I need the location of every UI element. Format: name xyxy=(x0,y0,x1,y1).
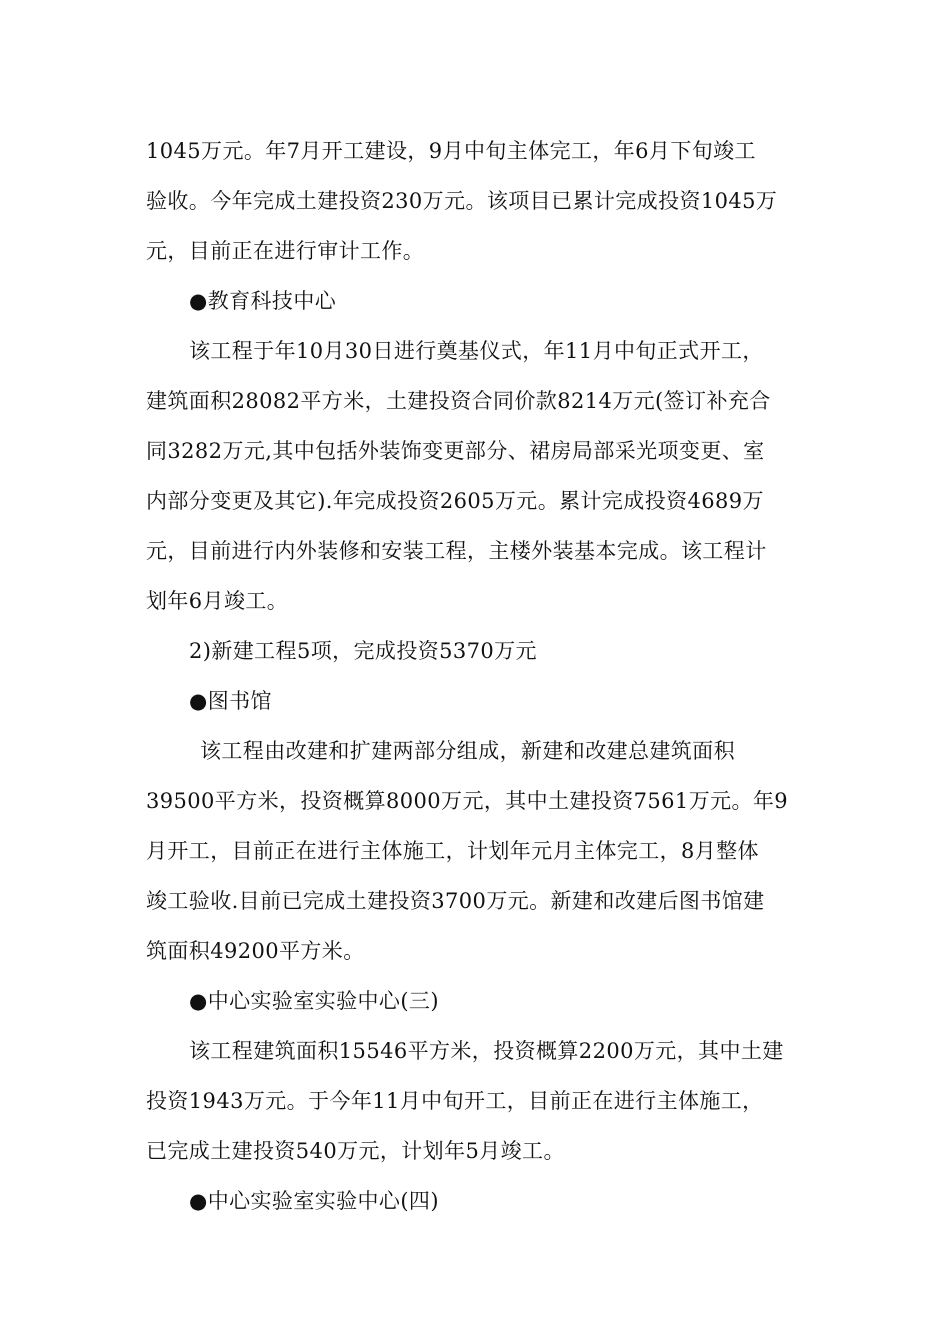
paragraph-line: 该工程于年10月30日进行奠基仪式，年11月中旬正式开工， xyxy=(189,339,764,363)
paragraph-line: 月开工，目前正在进行主体施工，计划年元月主体完工，8月整体 xyxy=(146,839,759,863)
paragraph-line: 同3282万元,其中包括外装饰变更部分、裙房局部采光项变更、室 xyxy=(146,439,765,463)
paragraph-line: 内部分变更及其它).年完成投资2605万元。累计完成投资4689万 xyxy=(146,489,764,513)
paragraph-line: 39500平方米，投资概算8000万元，其中土建投资7561万元。年9 xyxy=(146,789,789,813)
paragraph-line: 验收。今年完成土建投资230万元。该项目已累计完成投资1045万 xyxy=(146,189,778,213)
paragraph-line: 元，目前正在进行审计工作。 xyxy=(146,239,425,263)
paragraph-line: 1045万元。年7月开工建设，9月中旬主体完工，年6月下旬竣工 xyxy=(146,139,756,163)
section-heading-lab-center-3: ●中心实验室实验中心(三) xyxy=(189,989,439,1013)
paragraph-line: 划年6月竣工。 xyxy=(146,589,289,613)
section-heading-library: ●图书馆 xyxy=(189,689,272,713)
paragraph-line: 投资1943万元。于今年11月中旬开工，目前正在进行主体施工， xyxy=(146,1089,764,1113)
paragraph-line: 元，目前进行内外装修和安装工程，主楼外装基本完成。该工程计 xyxy=(146,539,767,563)
paragraph-line: 该工程建筑面积15546平方米，投资概算2200万元，其中土建 xyxy=(189,1039,784,1063)
paragraph-line: 已完成土建投资540万元，计划年5月竣工。 xyxy=(146,1139,565,1163)
subsection-heading-new-projects: 2)新建工程5项，完成投资5370万元 xyxy=(189,639,537,663)
paragraph-line: 筑面积49200平方米。 xyxy=(146,939,365,963)
paragraph-line: 建筑面积28082平方米，土建投资合同价款8214万元(签订补充合 xyxy=(146,389,771,413)
section-heading-education-tech-center: ●教育科技中心 xyxy=(189,289,337,313)
section-heading-lab-center-4: ●中心实验室实验中心(四) xyxy=(189,1189,439,1213)
paragraph-line: 该工程由改建和扩建两部分组成，新建和改建总建筑面积 xyxy=(200,739,735,763)
paragraph-line: 竣工验收.目前已完成土建投资3700万元。新建和改建后图书馆建 xyxy=(146,889,765,913)
